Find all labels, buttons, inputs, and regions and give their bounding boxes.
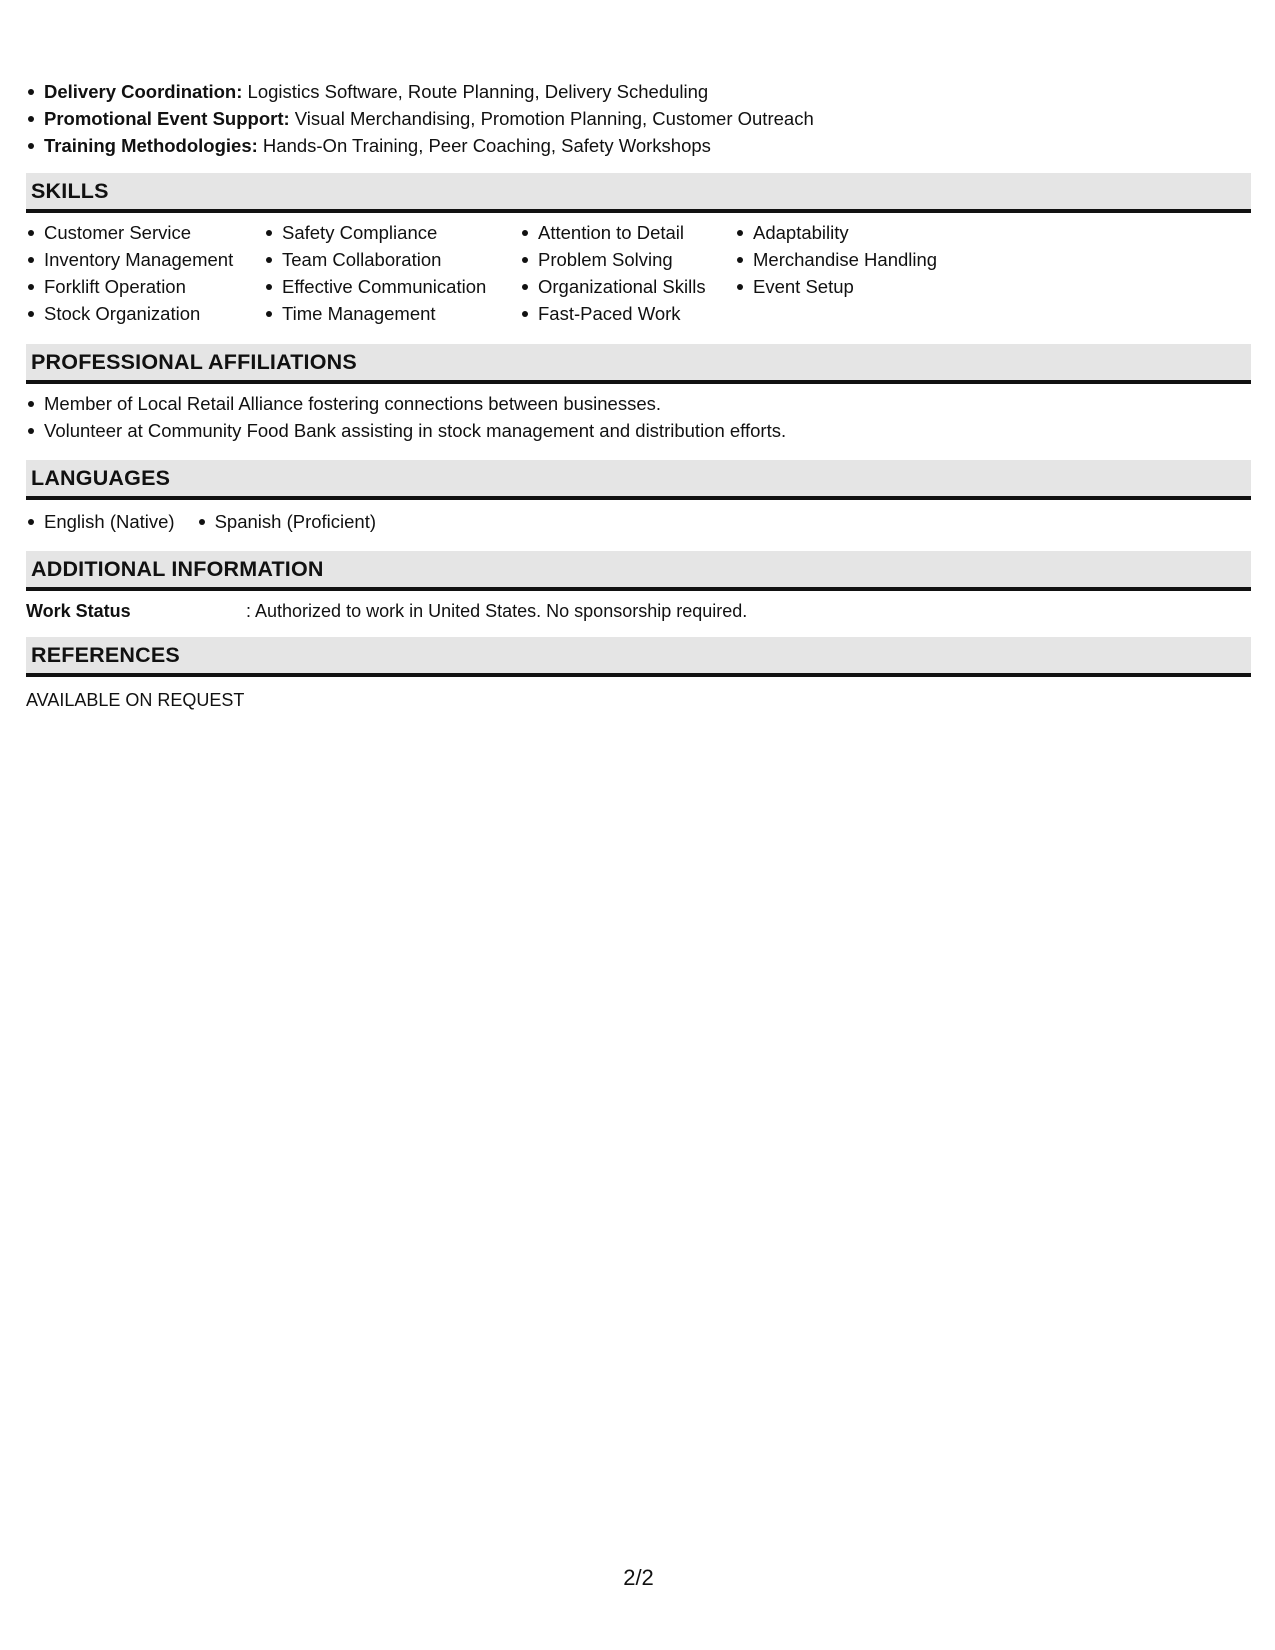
section-heading: SKILLS [26, 173, 1251, 213]
skills-grid [26, 219, 1251, 327]
language-item: English (Native) [26, 508, 175, 535]
list-item: Volunteer at Community Food Bank assisting in stock management and distribution efforts. [26, 417, 1251, 444]
references-section [26, 637, 1251, 713]
list-item [26, 132, 814, 159]
skill-item: Inventory Management [26, 246, 264, 273]
section-heading: PROFESSIONAL AFFILIATIONS [26, 344, 1251, 384]
list-item [26, 105, 814, 132]
skill-item: Merchandise Handling [735, 246, 995, 273]
work-status-label: Work Status [26, 601, 131, 621]
item-text: Visual Merchandising, Promotion Planning, Customer Outreach [289, 108, 814, 129]
technical-skills-list [26, 78, 814, 159]
section-heading: LANGUAGES [26, 460, 1251, 500]
affiliations-list [26, 390, 1251, 444]
skill-item: Organizational Skills [520, 273, 735, 300]
item-text: Hands-On Training, Peer Coaching, Safety Workshops [257, 135, 711, 156]
skills-column [264, 219, 520, 327]
resume-page [26, 0, 1251, 1650]
skill-item: Time Management [264, 300, 520, 327]
list-item [26, 78, 814, 105]
item-label: Delivery Coordination: [44, 81, 243, 102]
list-item: Member of Local Retail Alliance fostering connections between businesses. [26, 390, 1251, 417]
item-label: Promotional Event Support: [44, 108, 290, 129]
skill-item: Problem Solving [520, 246, 735, 273]
languages-list [26, 508, 1251, 535]
skill-item: Stock Organization [26, 300, 264, 327]
item-text: Logistics Software, Route Planning, Delivery Scheduling [242, 81, 709, 102]
skill-item: Effective Communication [264, 273, 520, 300]
item-label: Training Methodologies: [44, 135, 258, 156]
skill-item: Forklift Operation [26, 273, 264, 300]
skill-item: Safety Compliance [264, 219, 520, 246]
language-item: Spanish (Proficient) [197, 508, 376, 535]
section-heading: REFERENCES [26, 637, 1251, 677]
skill-item: Event Setup [735, 273, 995, 300]
references-text: AVAILABLE ON REQUEST [26, 690, 245, 710]
skill-item: Customer Service [26, 219, 264, 246]
skills-section [26, 173, 1251, 327]
additional-info-section [26, 551, 1251, 624]
work-status-row [26, 598, 1251, 624]
page-number: 2/2 [623, 1565, 654, 1590]
section-heading: ADDITIONAL INFORMATION [26, 551, 1251, 591]
skill-item: Fast-Paced Work [520, 300, 735, 327]
skills-column [735, 219, 995, 327]
skills-column [520, 219, 735, 327]
languages-section [26, 460, 1251, 535]
affiliations-section [26, 344, 1251, 444]
skill-item: Team Collaboration [264, 246, 520, 273]
skills-column [26, 219, 264, 327]
work-status-value: : Authorized to work in United States. No sponsorship required. [246, 601, 748, 621]
skill-item: Adaptability [735, 219, 995, 246]
skill-item: Attention to Detail [520, 219, 735, 246]
